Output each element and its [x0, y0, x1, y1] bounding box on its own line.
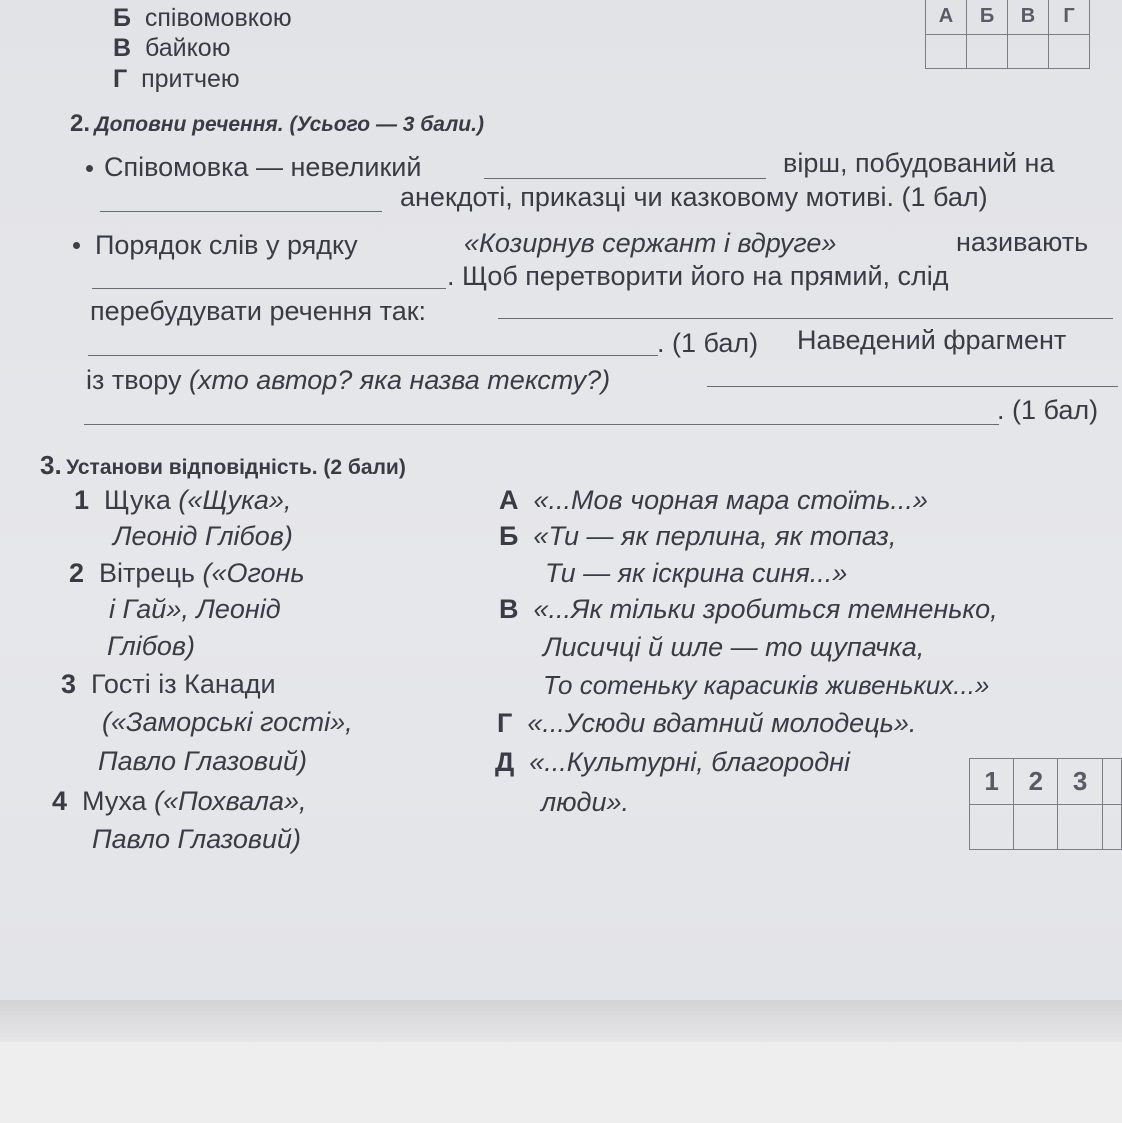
- q2-b2-line1b: «Козирнув сержант і вдруге»: [464, 228, 837, 258]
- q3-right-v-line3: То сотеньку карасиків живеньких...»: [543, 670, 990, 700]
- q2-b2-line4b: Наведений фрагмент: [797, 325, 1067, 355]
- answer-cell[interactable]: [1008, 35, 1049, 69]
- q3-left-4-author: Павло Глазовий): [92, 824, 302, 854]
- q3-left-2: 2 Вітрець («Огонь: [69, 558, 305, 588]
- q3-left-2-line2: і Гай», Леонід: [109, 594, 281, 624]
- q2-b2-line1c: називають: [956, 227, 1089, 257]
- page-bottom-edge: [0, 1000, 1122, 1123]
- q2-b2-line5: із твору (хто автор? яка назва тексту?): [86, 365, 611, 395]
- q3-left-1: 1 Щука («Щука»,: [74, 485, 292, 515]
- blank-line[interactable]: [484, 178, 766, 179]
- q3-right-b-line2: Ти — як іскрина синя...»: [545, 558, 848, 588]
- q3-right-v-line2: Лисичці й шле — то щупачка,: [543, 632, 925, 662]
- q3-left-3-line3: Павло Глазовий): [98, 746, 308, 776]
- q2-b2-line4a: . (1 бал): [657, 328, 759, 358]
- blank-line[interactable]: [707, 386, 1118, 387]
- answer-cell[interactable]: [967, 35, 1008, 69]
- q3-right-a: А «...Мов чорная мара стоїть...»: [499, 485, 928, 515]
- answer-cell[interactable]: [1102, 805, 1121, 850]
- q2-b2-line3: перебудувати речення так:: [90, 296, 427, 326]
- q2-b1-line1a: Співомовка — невеликий: [104, 152, 422, 182]
- answer-cell[interactable]: [926, 35, 967, 69]
- q2-b1-line2: анекдоті, приказці чи казковому мотиві. (1 бал): [400, 182, 988, 212]
- q2-b2-line2: . Щоб перетворити його на прямий, слід: [447, 261, 949, 291]
- q1-option-b: Б співомовкою: [113, 4, 292, 32]
- answer-cell[interactable]: [1058, 805, 1102, 850]
- q2-heading: 2. Доповни речення. (Усього — 3 бали.): [70, 110, 484, 137]
- q3-heading: 3. Установи відповідність. (2 бали): [40, 450, 406, 480]
- answer-cell[interactable]: [1014, 805, 1058, 850]
- q3-right-g: Г «...Усюди вдатний молодець».: [497, 708, 917, 738]
- q3-right-b: Б «Ти — як перлина, як топаз,: [499, 521, 897, 551]
- q1-answer-grid: А Б В Г: [925, 0, 1090, 69]
- bullet: [73, 242, 80, 249]
- blank-line[interactable]: [92, 288, 446, 289]
- answer-cell[interactable]: [970, 805, 1014, 850]
- blank-line[interactable]: [84, 424, 999, 425]
- q2-b1-line1b: вірш, побудований на: [783, 148, 1055, 178]
- q3-left-3-line2: («Заморські гості»,: [102, 707, 353, 737]
- blank-line[interactable]: [498, 318, 1113, 319]
- blank-line[interactable]: [88, 355, 658, 356]
- q3-answer-grid: 1 2 3: [969, 758, 1122, 850]
- q3-left-3: 3 Гості із Канади: [61, 669, 276, 699]
- q3-right-v: В «...Як тільки зробиться темненько,: [499, 594, 998, 624]
- q3-left-4: 4 Муха («Похвала»,: [52, 786, 307, 816]
- q2-b2-line1a: Порядок слів у рядку: [95, 230, 358, 260]
- q3-left-1-author: Леонід Глібов): [113, 521, 293, 551]
- q2-b2-line6: . (1 бал): [997, 395, 1099, 425]
- bullet: [86, 165, 93, 172]
- q1-option-g: Г притчею: [113, 65, 240, 93]
- q3-right-d-line2: люди».: [541, 787, 629, 817]
- q1-option-v: В байкою: [113, 34, 231, 62]
- q3-right-d: Д «...Культурні, благородні: [495, 747, 850, 777]
- answer-cell[interactable]: [1049, 35, 1090, 69]
- q3-left-2-line3: Глібов): [107, 631, 196, 661]
- blank-line[interactable]: [100, 211, 382, 212]
